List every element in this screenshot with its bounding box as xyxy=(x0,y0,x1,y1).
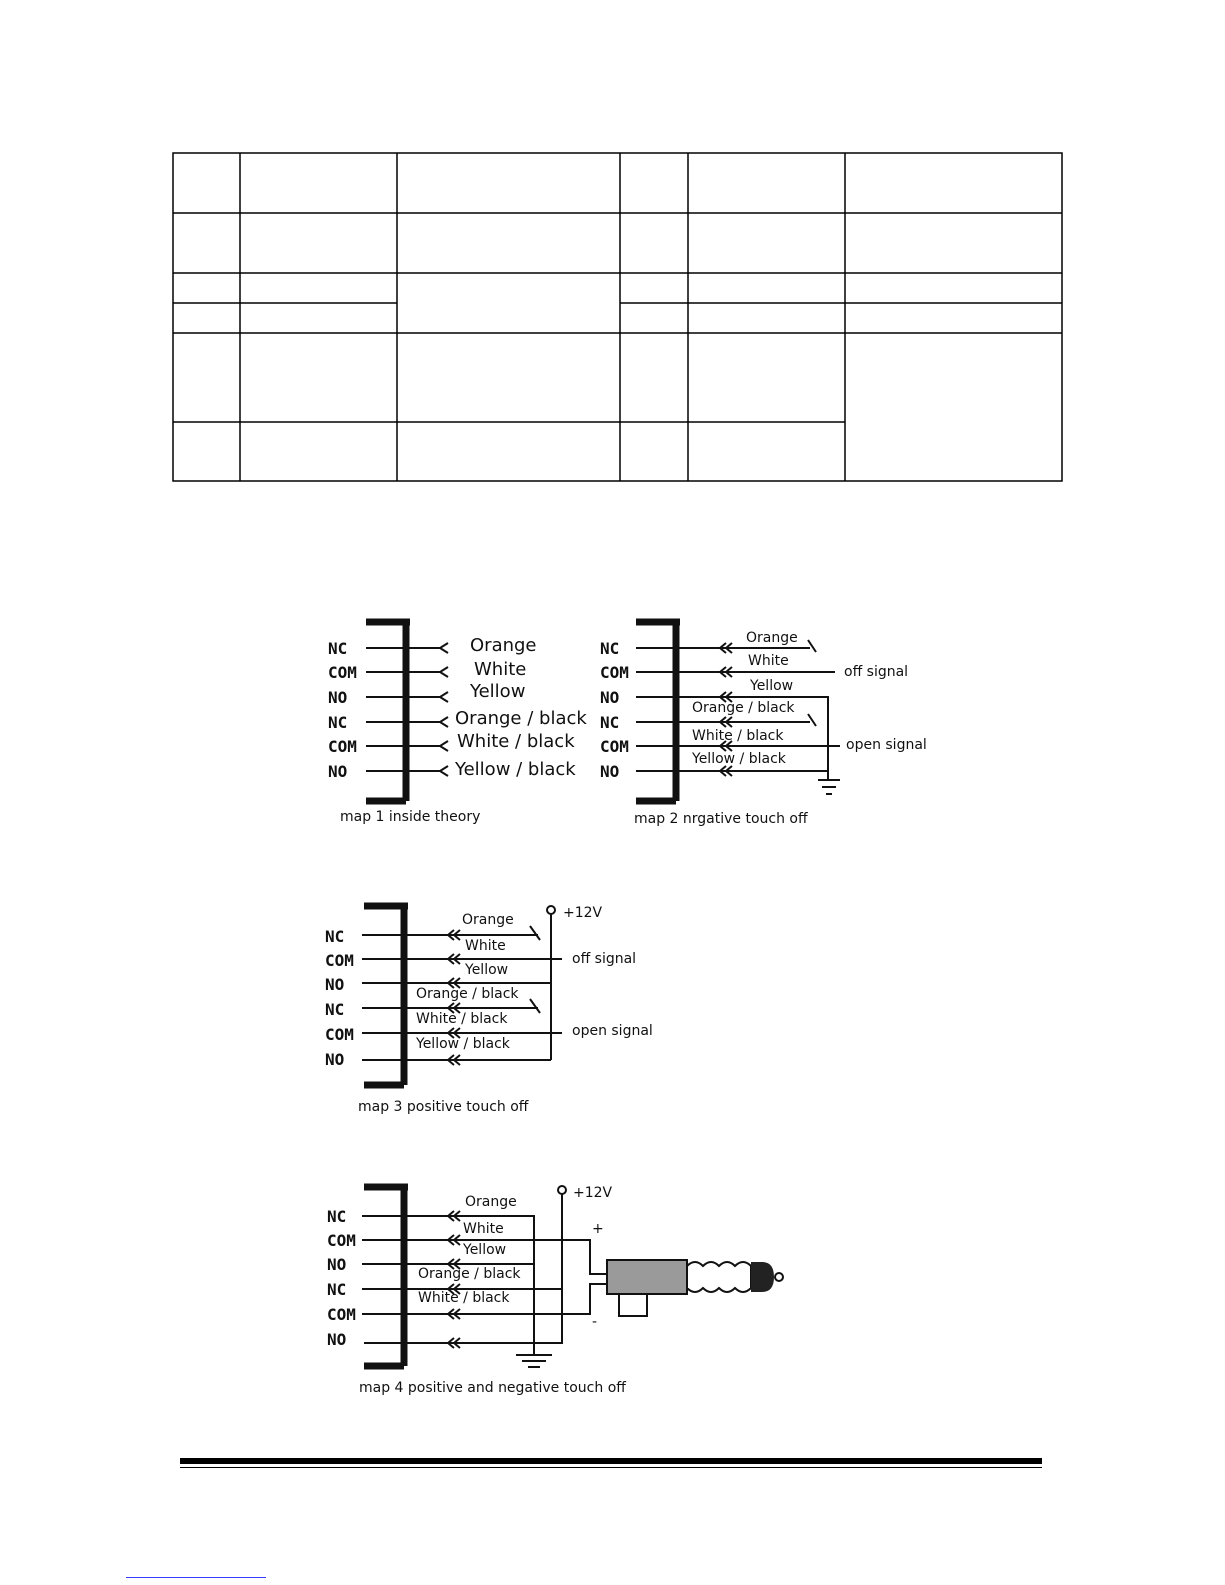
map3-wire-1: Orange xyxy=(462,912,514,928)
map4-caption: map 4 positive and negative touch off xyxy=(359,1380,626,1396)
map4-supply: +12V xyxy=(573,1185,613,1201)
map1-wire-4: Orange / black xyxy=(455,708,587,729)
map4-minus: - xyxy=(592,1314,598,1330)
map1-wire-6: Yellow / black xyxy=(455,759,576,780)
map3-wire-3: Yellow xyxy=(465,962,509,978)
map1-pin-6: NO xyxy=(328,762,348,781)
map3-wire-2: White xyxy=(465,938,506,954)
map4-wire-3: Yellow xyxy=(463,1242,507,1258)
map4-relay-block xyxy=(364,1187,408,1366)
map3-caption: map 3 positive touch off xyxy=(358,1099,529,1115)
map2-pin-4: NC xyxy=(600,713,620,732)
map2-wire-2: White xyxy=(748,653,789,669)
map2-wire-5: White / black xyxy=(692,728,784,744)
map2-pin-1: NC xyxy=(600,639,620,658)
map4-pin-1: NC xyxy=(327,1207,347,1226)
map1-wire-2: White xyxy=(474,659,527,680)
map1-wire-3: Yellow xyxy=(470,681,526,702)
map1-pin-5: COM xyxy=(328,737,357,756)
map2-pin-5: COM xyxy=(600,737,629,756)
map4-pin-6: NO xyxy=(327,1330,347,1349)
map4-pin-3: NO xyxy=(327,1255,347,1274)
map3-pin-1: NC xyxy=(325,927,345,946)
map2-wire-1: Orange xyxy=(746,630,798,646)
footer-link-underline xyxy=(126,1577,266,1578)
map1-caption: map 1 inside theory xyxy=(340,809,481,825)
map4-wire-5: White / black xyxy=(418,1290,510,1306)
map4-pin-5: COM xyxy=(327,1305,356,1324)
map3-supply: +12V xyxy=(563,905,603,921)
map4-wire-1: Orange xyxy=(465,1194,517,1210)
map3-pin-2: COM xyxy=(325,951,354,970)
map3-open-signal: open signal xyxy=(572,1023,653,1039)
map1-pin-4: NC xyxy=(328,713,348,732)
map2-wire-4: Orange / black xyxy=(692,700,795,716)
map4-wire-2: White xyxy=(463,1221,504,1237)
map2-open-signal: open signal xyxy=(846,737,927,753)
map1-pin-2: COM xyxy=(328,663,357,682)
map2-wire-3: Yellow xyxy=(750,678,794,694)
map3-wire-5: White / black xyxy=(416,1011,508,1027)
map2-pin-2: COM xyxy=(600,663,629,682)
footer-rule-thin xyxy=(180,1467,1042,1468)
map3-pin-6: NO xyxy=(325,1050,345,1069)
map1-pin-3: NO xyxy=(328,688,348,707)
map1-wire-1: Orange xyxy=(470,635,537,656)
map2-wire-6: Yellow / black xyxy=(692,751,786,767)
map1-wire-5: White / black xyxy=(457,731,575,752)
lock-actuator-icon xyxy=(607,1260,783,1316)
footer-rule xyxy=(180,1458,1042,1464)
map1-pin-1: NC xyxy=(328,639,348,658)
map3-wire-6: Yellow / black xyxy=(416,1036,510,1052)
map2-pin-3: NO xyxy=(600,688,620,707)
map4-pin-4: NC xyxy=(327,1280,347,1299)
map3-pin-3: NO xyxy=(325,975,345,994)
map3-wire-4: Orange / black xyxy=(416,986,519,1002)
map2-off-signal: off signal xyxy=(844,664,909,680)
map4-plus: + xyxy=(592,1221,604,1237)
map3-pin-5: COM xyxy=(325,1025,354,1044)
map4-wire-4: Orange / black xyxy=(418,1266,521,1282)
map3-pin-4: NC xyxy=(325,1000,345,1019)
map3-off-signal: off signal xyxy=(572,951,637,967)
map4-pin-2: COM xyxy=(327,1231,356,1250)
map2-pin-6: NO xyxy=(600,762,620,781)
map2-caption: map 2 nrgative touch off xyxy=(634,811,808,827)
